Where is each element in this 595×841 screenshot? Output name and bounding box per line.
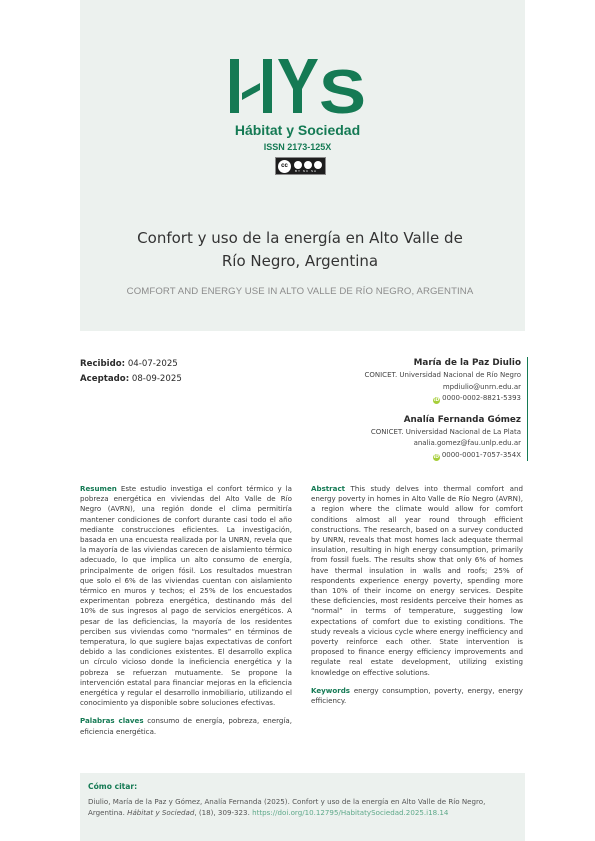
accepted-date xyxy=(80,372,182,387)
author-1 xyxy=(298,357,521,405)
keywords xyxy=(311,686,523,706)
palabras-claves-text: consumo de energía, pobreza, energía, eficiencia energética. xyxy=(80,716,292,736)
by-icon xyxy=(294,161,302,169)
author-orcid[interactable] xyxy=(298,393,521,405)
citation-journal: Hábitat y Sociedad xyxy=(127,808,195,817)
palabras-claves-label: Palabras claves xyxy=(80,716,144,726)
issn: ISSN 2173-125X xyxy=(263,142,332,152)
journal-name: Hábitat y Sociedad xyxy=(234,122,361,138)
citation-body: Diulio, María de la Paz y Gómez, Analía Fernanda (2025). Confort y uso de la energía en Alto Valle de Río Negro, Argentina. xyxy=(88,797,486,817)
citation-label: Cómo citar: xyxy=(88,782,138,791)
resumen-label: Resumen xyxy=(80,484,117,493)
received-value: 04-07-2025 xyxy=(127,359,178,369)
svg-text:S: S xyxy=(319,58,366,117)
orcid-icon: iD xyxy=(434,398,440,403)
author-affiliation: CONICET. Universidad Nacional de Río Negro xyxy=(364,371,521,379)
author-name: Analía Fernanda Gómez xyxy=(403,414,521,425)
author-affiliation: CONICET. Universidad Nacional de La Plata xyxy=(370,427,521,436)
citation-box xyxy=(80,773,525,841)
palabras-claves xyxy=(80,716,292,736)
journal-logo xyxy=(228,57,368,117)
article-dates xyxy=(80,357,182,387)
resumen-paragraph xyxy=(80,484,292,708)
accepted-label: Aceptado: xyxy=(80,374,130,384)
article-title-line-1: Confort y uso de la energía en Alto Valle de xyxy=(137,229,463,247)
sa-icon xyxy=(314,161,322,169)
orcid-value: 0000-0001-7057-354X xyxy=(441,450,521,459)
abstract-text: This study delves into thermal comfort and energy poverty in homes in Alto Valle de Río Negro (AVRN), a region where the climate would allow for comfort conditions almost all year round through efficient constructions. The research, based on a survey conducted by UNRN, reveals that most homes lack adequate thermal insulation, resulting in high energy consumption, primarily from fossil fuels. The results show that only 6% of homes have thermal insulation in walls and roofs; 25% of respondents experience energy poverty, spending more than 10% of their income on energy services. Despite these deficiencies, most residents perceive their homes as “normal” in terms of temperature, suggesting low expectations of comfort due to existing conditions. The study reveals a vicious cycle where energy inefficiency and poverty reinforce each other. State intervention is proposed to finance energy efficiency improvements and regulate real estate development, utilizing existing knowledge on effective solutions. xyxy=(311,484,523,677)
abstract-paragraph xyxy=(311,484,523,678)
cc-icon: cc xyxy=(278,160,291,173)
resumen-section xyxy=(80,484,292,737)
resumen-text: Este estudio investiga el confort térmico y la pobreza energética en viviendas del Alto Valle de Río Negro (AVRN), una región donde el clima permitiría mantener condiciones de confort durante casi todo el año mediante construcciones eficientes. La investigación, basada en una encuesta realizada por la UNRN, revela que la mayoría de las viviendas carecen de aislamiento térmico adecuado, lo que implica un alto consumo de energía, principalmente de origen fósil. Los resultados muestran que solo el 6% de las viviendas cuentan con aislamiento térmico en muros y techos; el 25% de los encuestados experimentan pobreza energética, destinando más del 10% de sus ingresos al pago de servicios energéticos. A pesar de las deficiencias, la mayoría de los residentes perciben sus viviendas como “normales” en términos de temperatura, lo que sugiere bajas expectativas de confort debido a las condiciones existentes. El desarrollo explica un círculo vicioso donde la ineficiencia energética y la pobreza se refuerzan mutuamente. Se propone la intervención estatal para financiar mejoras en la eficiencia energética y regular el desarrollo inmobiliario, utilizando el conocimiento ya disponible sobre soluciones efectivas. xyxy=(80,484,292,708)
orcid-value: 0000-0002-8821-5393 xyxy=(442,394,521,402)
article-title-english: COMFORT AND ENERGY USE IN ALTO VALLE DE RÍO NEGRO, ARGENTINA xyxy=(126,286,474,297)
citation-doi-link[interactable]: https://doi.org/10.12795/HabitatySociedad.2025.i18.14 xyxy=(252,808,449,817)
keywords-text: energy consumption, poverty, energy, energy efficiency. xyxy=(311,685,523,706)
author-email[interactable]: mpdiulio@unrn.edu.ar xyxy=(442,382,521,391)
article-title-line-2: Río Negro, Argentina xyxy=(221,252,379,270)
license-strip: BY NC SA xyxy=(295,169,317,173)
author-name: María de la Paz Diulio xyxy=(413,358,521,368)
author-email[interactable]: analia.gomez@fau.unlp.edu.ar xyxy=(413,439,521,447)
author-2 xyxy=(298,414,521,462)
abstract-section xyxy=(311,484,523,706)
author-orcid[interactable] xyxy=(298,450,521,462)
orcid-icon: iD xyxy=(433,454,439,460)
citation-text xyxy=(88,796,517,818)
nc-icon xyxy=(304,161,312,169)
author-list xyxy=(298,357,528,461)
keywords-label: Keywords xyxy=(311,685,351,695)
citation-issue: , (18), 309-323. xyxy=(194,808,250,817)
received-date xyxy=(80,357,182,372)
license-badge[interactable] xyxy=(275,157,326,175)
received-label: Recibido: xyxy=(80,359,126,369)
article-title xyxy=(100,227,500,273)
accepted-value: 08-09-2025 xyxy=(131,374,182,384)
abstract-label: Abstract xyxy=(311,484,346,493)
